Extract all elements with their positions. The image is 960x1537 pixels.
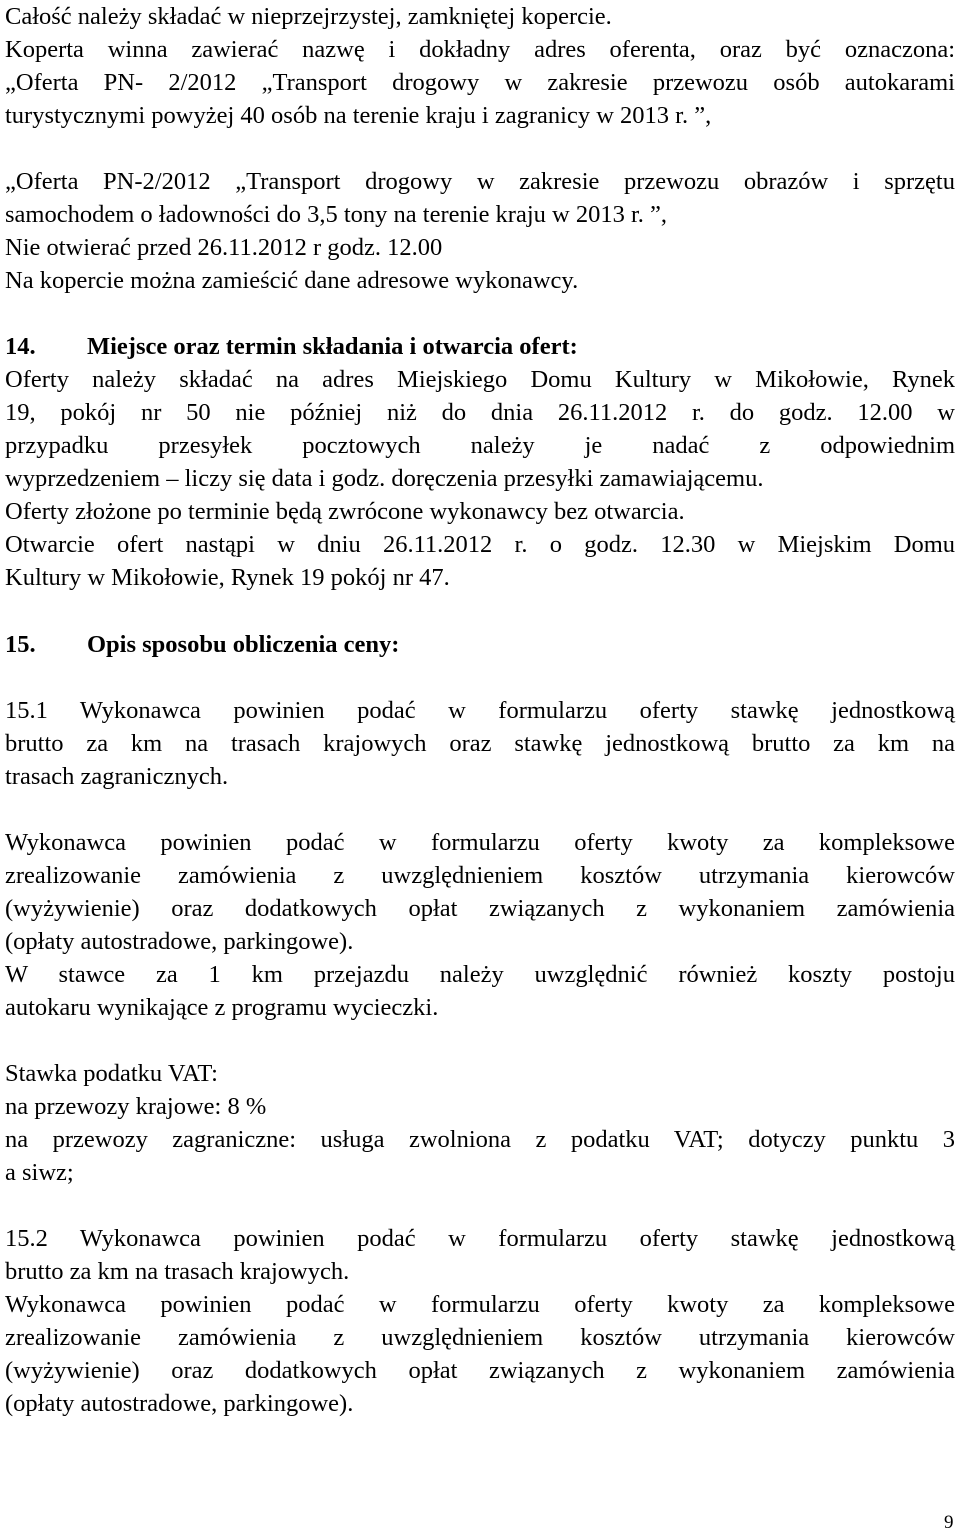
p152-line-5: (wyżywienie) oraz dodatkowych opłat związanych z wykonaniem zamówienia bbox=[5, 1357, 955, 1384]
intro-line-8: Na kopercie można zamieścić dane adresowe wykonawcy. bbox=[5, 267, 579, 294]
p151b-line-5: W stawce za 1 km przejazdu należy uwzględnić również koszty postoju bbox=[5, 961, 955, 988]
section-14-line-4: wyprzedzeniem – liczy się data i godz. doręczenia przesyłki zamawiającemu. bbox=[5, 465, 764, 492]
intro-line-5: „Oferta PN-2/2012 „Transport drogowy w zakresie przewozu obrazów i sprzętu bbox=[5, 168, 955, 195]
section-14-line-2: 19, pokój nr 50 nie później niż do dnia 26.11.2012 r. do godz. 12.00 w bbox=[5, 399, 955, 426]
p152-line-1: 15.2 Wykonawca powinien podać w formularzu oferty stawkę jednostkową bbox=[5, 1225, 955, 1252]
p151b-line-4: (opłaty autostradowe, parkingowe). bbox=[5, 928, 354, 955]
p151b-line-6: autokaru wynikające z programu wycieczki. bbox=[5, 994, 439, 1021]
section-14-line-3: przypadku przesyłek pocztowych należy je nadać z odpowiednim bbox=[5, 432, 955, 459]
p152-line-4: zrealizowanie zamówienia z uwzględnieniem kosztów utrzymania kierowców bbox=[5, 1324, 955, 1351]
intro-line-2: Koperta winna zawierać nazwę i dokładny adres oferenta, oraz być oznaczona: bbox=[5, 36, 955, 63]
vat-line-3: na przewozy zagraniczne: usługa zwolniona z podatku VAT; dotyczy punktu 3 bbox=[5, 1126, 955, 1153]
section-14-title: Miejsce oraz termin składania i otwarcia ofert: bbox=[87, 333, 578, 360]
vat-line-1: Stawka podatku VAT: bbox=[5, 1060, 218, 1087]
section-14-number: 14. bbox=[5, 333, 36, 360]
page-number: 9 bbox=[944, 1512, 954, 1533]
section-14-line-6: Otwarcie ofert nastąpi w dniu 26.11.2012 r. o godz. 12.30 w Miejskim Domu bbox=[5, 531, 955, 558]
section-15-number: 15. bbox=[5, 631, 36, 658]
intro-line-3: „Oferta PN- 2/2012 „Transport drogowy w zakresie przewozu osób autokarami bbox=[5, 69, 955, 96]
p152-line-6: (opłaty autostradowe, parkingowe). bbox=[5, 1390, 354, 1417]
section-14-heading bbox=[5, 330, 578, 363]
p151b-line-1: Wykonawca powinien podać w formularzu oferty kwoty za kompleksowe bbox=[5, 829, 955, 856]
section-15-title: Opis sposobu obliczenia ceny: bbox=[87, 631, 400, 658]
p151-line-2: brutto za km na trasach krajowych oraz stawkę jednostkową brutto za km na bbox=[5, 730, 955, 757]
section-14-line-5: Oferty złożone po terminie będą zwrócone wykonawcy bez otwarcia. bbox=[5, 498, 685, 525]
p151-line-1: 15.1 Wykonawca powinien podać w formularzu oferty stawkę jednostkową bbox=[5, 697, 955, 724]
p152-line-3: Wykonawca powinien podać w formularzu oferty kwoty za kompleksowe bbox=[5, 1291, 955, 1318]
p151-line-3: trasach zagranicznych. bbox=[5, 763, 229, 790]
intro-line-4: turystycznymi powyżej 40 osób na terenie kraju i zagranicy w 2013 r. ”, bbox=[5, 102, 712, 129]
intro-line-1: Całość należy składać w nieprzejrzystej, zamkniętej kopercie. bbox=[5, 3, 612, 30]
section-15-heading bbox=[5, 628, 399, 661]
p151b-line-3: (wyżywienie) oraz dodatkowych opłat związanych z wykonaniem zamówienia bbox=[5, 895, 955, 922]
section-14-line-1: Oferty należy składać na adres Miejskiego Domu Kultury w Mikołowie, Rynek bbox=[5, 366, 955, 393]
intro-line-6: samochodem o ładowności do 3,5 tony na terenie kraju w 2013 r. ”, bbox=[5, 201, 668, 228]
vat-line-2: na przewozy krajowe: 8 % bbox=[5, 1093, 267, 1120]
section-14-line-7: Kultury w Mikołowie, Rynek 19 pokój nr 47. bbox=[5, 564, 450, 591]
intro-line-7: Nie otwierać przed 26.11.2012 r godz. 12.00 bbox=[5, 234, 443, 261]
p151b-line-2: zrealizowanie zamówienia z uwzględnieniem kosztów utrzymania kierowców bbox=[5, 862, 955, 889]
p152-line-2: brutto za km na trasach krajowych. bbox=[5, 1258, 350, 1285]
vat-line-4: a siwz; bbox=[5, 1159, 74, 1186]
